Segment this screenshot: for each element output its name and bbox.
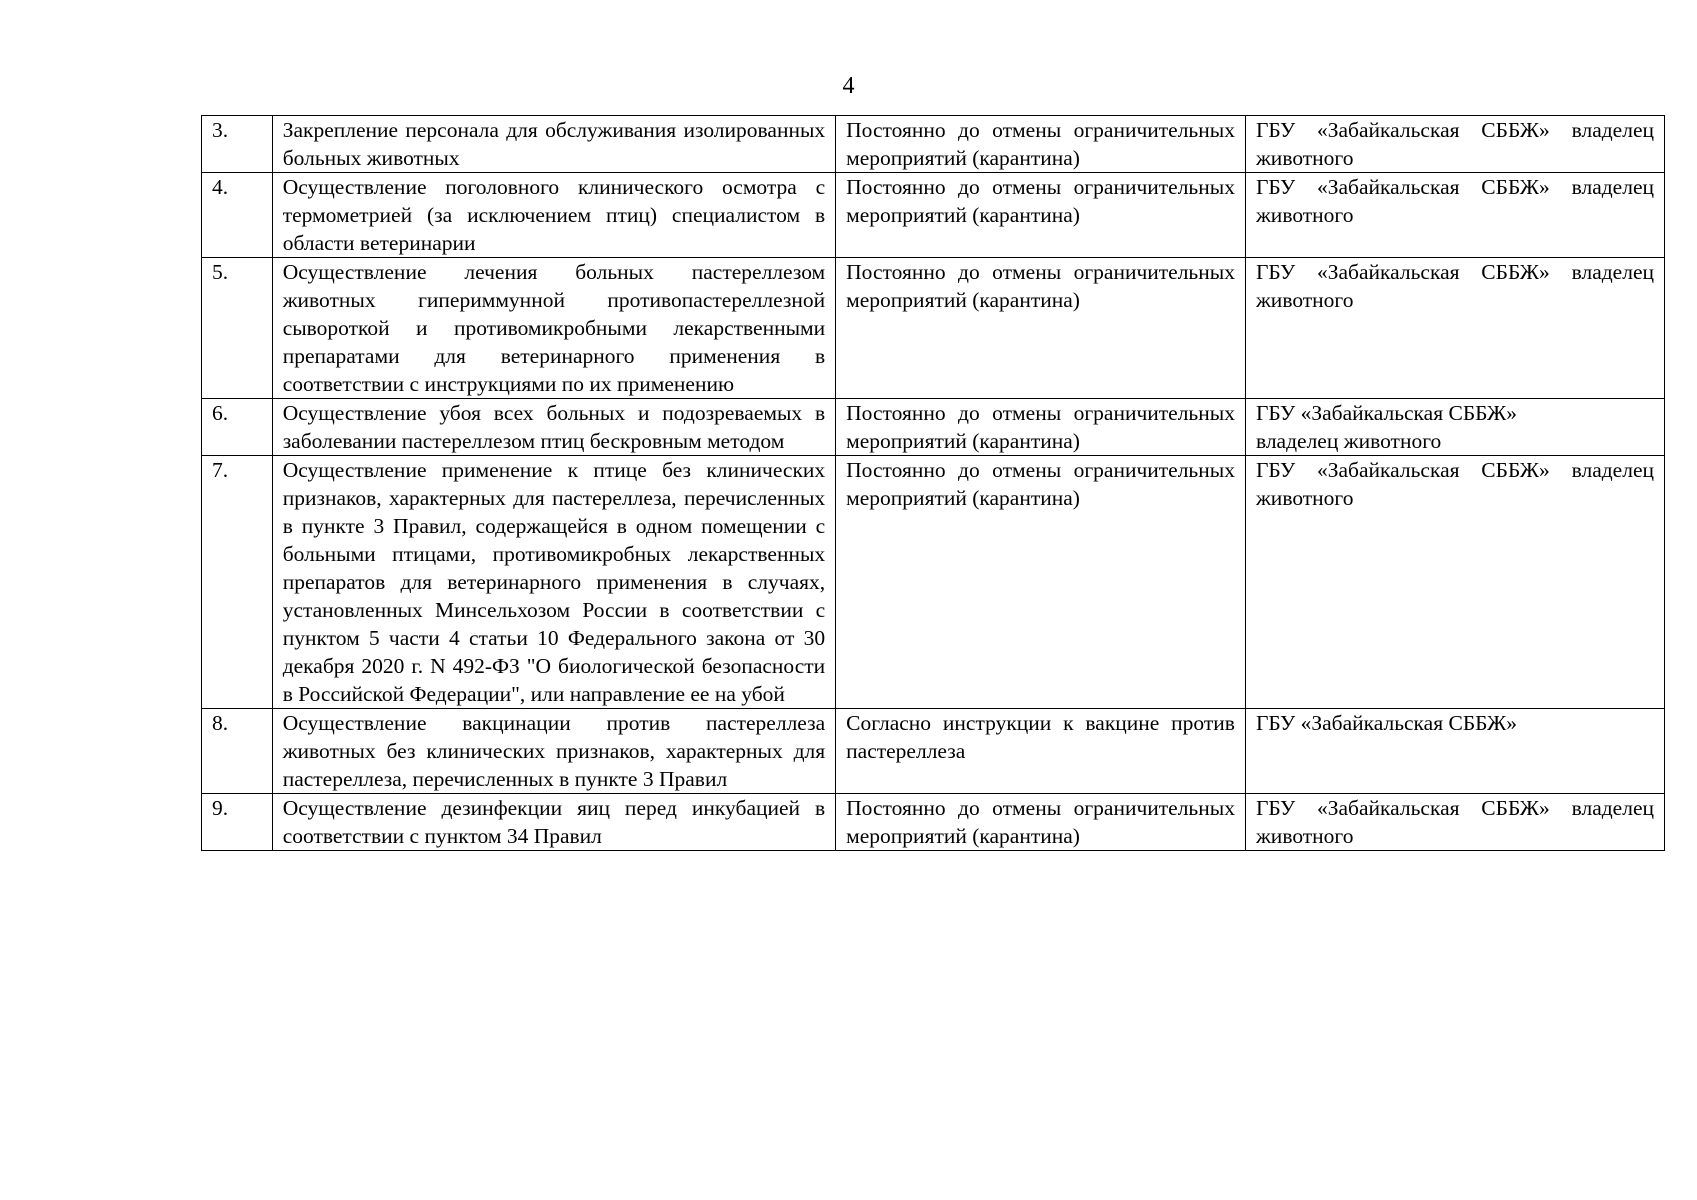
table-body — [202, 116, 1665, 851]
row-number-cell — [202, 173, 273, 258]
row-number-cell-text: 8. — [212, 711, 229, 735]
responsible-cell-text: ГБУ «Забайкальская СББЖ» владелец животного — [1255, 458, 1654, 510]
table-row — [202, 456, 1665, 709]
responsible-cell-text: ГБУ «Забайкальская СББЖ» владелец животного — [1255, 175, 1654, 227]
action-cell-text: Закрепление персонала для обслуживания изолированных больных животных — [282, 118, 826, 170]
period-cell-text: Постоянно до отмены ограничительных мероприятий (карантина) — [846, 458, 1235, 510]
action-cell-text: Осуществление лечения больных пастереллезом животных гипериммунной противопастереллезной сывороткой и противомикробными лекарственными препаратами для ветеринарного применения в соответствии с инструкциями по их применению — [282, 260, 826, 396]
action-cell — [272, 399, 835, 456]
page-number: 4 — [842, 73, 855, 99]
responsible-cell-text: ГБУ «Забайкальская СББЖ» владелец животного — [1255, 118, 1654, 170]
responsible-cell-text: ГБУ «Забайкальская СББЖ» владелец животного — [1255, 401, 1517, 453]
period-cell — [836, 399, 1246, 456]
responsible-cell — [1245, 399, 1664, 456]
action-cell-text: Осуществление вакцинации против пастереллеза животных без клинических признаков, характерных для пастереллеза, перечисленных в пункте 3 Правил — [282, 711, 826, 791]
action-cell — [272, 709, 835, 794]
period-cell — [836, 258, 1246, 399]
table-row — [202, 258, 1665, 399]
period-cell-text: Постоянно до отмены ограничительных мероприятий (карантина) — [846, 175, 1235, 227]
responsible-cell-text: ГБУ «Забайкальская СББЖ» — [1255, 711, 1517, 735]
action-cell-text: Осуществление убоя всех больных и подозреваемых в заболевании пастереллезом птиц бескровным методом — [282, 401, 826, 453]
action-cell-text: Осуществление поголовного клинического осмотра с термометрией (за исключением птиц) специалистом в области ветеринарии — [282, 175, 826, 255]
responsible-cell — [1245, 794, 1664, 851]
responsible-cell-text: ГБУ «Забайкальская СББЖ» владелец животного — [1255, 796, 1654, 848]
measures-table — [201, 115, 1665, 851]
responsible-cell — [1245, 116, 1664, 173]
period-cell-text: Постоянно до отмены ограничительных мероприятий (карантина) — [846, 796, 1235, 848]
period-cell — [836, 173, 1246, 258]
period-cell — [836, 709, 1246, 794]
action-cell-text: Осуществление применение к птице без клинических признаков, характерных для пастереллеза, перечисленных в пункте 3 Правил, содержащейся в одном помещении с больными птицами, противомикробных лекарственных препаратов для ветеринарного применения в случаях, установленных Минсельхозом России в соответствии с пунктом 5 части 4 статьи 10 Федерального закона от 30 декабря 2020 г. N 492-ФЗ "О биологической безопасности в Российской Федерации", или направление ее на убой — [282, 458, 826, 706]
action-cell — [272, 173, 835, 258]
action-cell — [272, 794, 835, 851]
row-number-cell — [202, 456, 273, 709]
table-row — [202, 399, 1665, 456]
table-row — [202, 173, 1665, 258]
responsible-cell-text: ГБУ «Забайкальская СББЖ» владелец животного — [1255, 260, 1654, 312]
row-number-cell-text: 9. — [212, 796, 229, 820]
row-number-cell-text: 6. — [212, 401, 229, 425]
responsible-cell — [1245, 173, 1664, 258]
period-cell — [836, 456, 1246, 709]
action-cell-text: Осуществление дезинфекции яиц перед инкубацией в соответствии с пунктом 34 Правил — [282, 796, 826, 848]
period-cell-text: Постоянно до отмены ограничительных мероприятий (карантина) — [846, 118, 1235, 170]
period-cell — [836, 794, 1246, 851]
period-cell-text: Постоянно до отмены ограничительных мероприятий (карантина) — [846, 260, 1235, 312]
row-number-cell-text: 3. — [212, 118, 229, 142]
row-number-cell — [202, 116, 273, 173]
action-cell — [272, 116, 835, 173]
table-row — [202, 709, 1665, 794]
action-cell — [272, 258, 835, 399]
row-number-cell — [202, 794, 273, 851]
responsible-cell — [1245, 709, 1664, 794]
responsible-cell — [1245, 258, 1664, 399]
period-cell-text: Постоянно до отмены ограничительных мероприятий (карантина) — [846, 401, 1235, 453]
row-number-cell — [202, 258, 273, 399]
table-row — [202, 116, 1665, 173]
row-number-cell-text: 4. — [212, 175, 229, 199]
responsible-cell — [1245, 456, 1664, 709]
table-row — [202, 794, 1665, 851]
row-number-cell-text: 5. — [212, 260, 229, 284]
period-cell — [836, 116, 1246, 173]
row-number-cell — [202, 709, 273, 794]
action-cell — [272, 456, 835, 709]
row-number-cell — [202, 399, 273, 456]
row-number-cell-text: 7. — [212, 458, 229, 482]
period-cell-text: Согласно инструкции к вакцине против пастереллеза — [846, 711, 1235, 763]
